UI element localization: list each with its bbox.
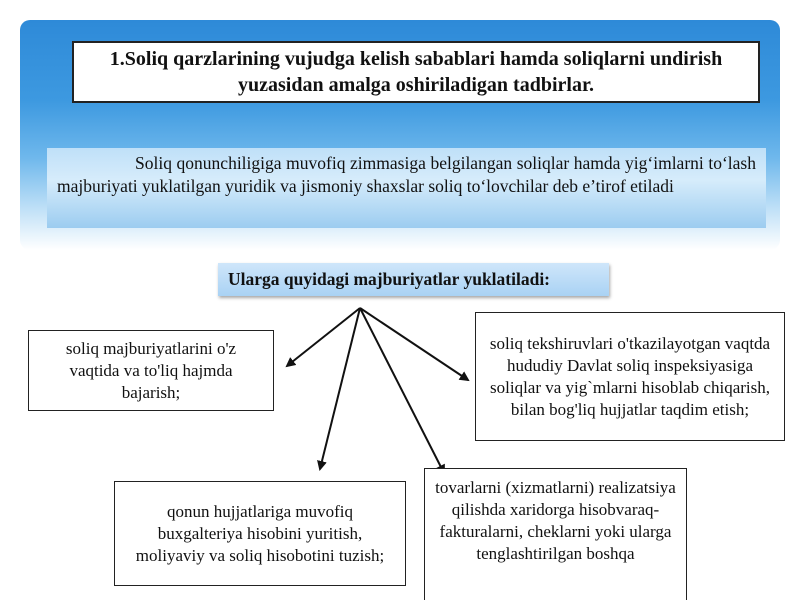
definition-text: Soliq qonunchiligiga muvofiq zimmasiga belgilangan soliqlar hamda yig‘imlarni to‘lash majburiyati yuklatilgan yuridik va jismoniy shaxslar soliq to‘lovchilar deb e’tirof etiladi <box>47 148 766 228</box>
obligation-text-3: qonun hujjatlariga muvofiq buxgalteriya hisobini yuritish, moliyaviy va soliq hisobotini tuzish; <box>135 501 385 565</box>
arrow-to-box-4 <box>360 308 444 473</box>
arrow-to-box-3 <box>320 308 360 469</box>
obligation-box-3 <box>114 481 406 586</box>
obligation-box-1 <box>28 330 274 411</box>
slide-title: 1.Soliq qarzlarining vujudga kelish sabablari hamda soliqlarni undirish yuzasidan amalga oshiriladigan tadbirlar. <box>72 41 760 103</box>
obligations-heading: Ularga quyidagi majburiyatlar yuklatiladi: <box>218 263 609 296</box>
obligation-text-2: soliq tekshiruvlari o'tkazilayotgan vaqtda hududiy Davlat soliq inspeksiyasiga soliqlar va yig`mlarni hisoblab chiqarish, bilan bog'liq hujjatlar taqdim etish; <box>489 333 771 419</box>
obligation-text-4: tovarlarni (xizmatlarni) realizatsiya qilishda xaridorga hisobvaraq-fakturalarni, cheklarni yoki ularga tenglashtirilgan boshqa <box>435 478 676 563</box>
arrow-to-box-2 <box>360 308 468 380</box>
obligation-box-2 <box>475 312 785 441</box>
obligation-text-1: soliq majburiyatlarini o'z vaqtida va to'liq hajmda bajarish; <box>65 338 237 402</box>
arrow-to-box-1 <box>287 308 360 366</box>
obligation-box-4 <box>424 468 687 600</box>
